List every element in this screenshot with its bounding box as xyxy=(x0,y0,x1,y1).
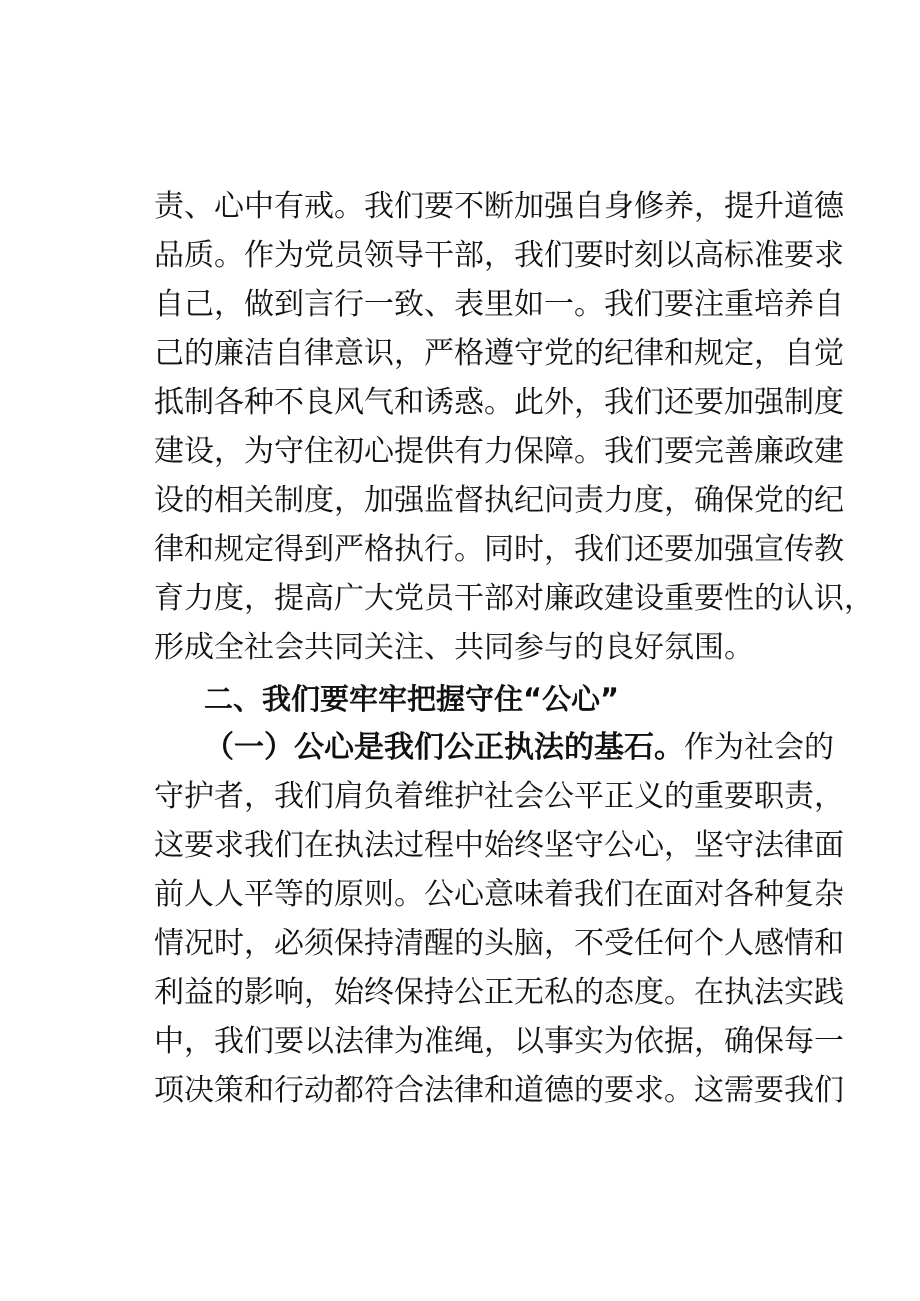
paragraph-line: 形成全社会共同关注、共同参与的良好氛围。 xyxy=(154,630,754,665)
paragraph-line: 项决策和行动都符合法律和道德的要求。这需要我们 xyxy=(154,1073,844,1108)
section-heading: 二、我们要牢牢把握守住“公心” xyxy=(204,682,620,716)
paragraph-line: 品质。作为党员领导干部，我们要时刻以高标准要求 xyxy=(154,238,844,273)
subsection-title: （一）公心是我们公正执法的基石。 xyxy=(204,730,684,765)
subsection-first-line xyxy=(204,728,834,768)
paragraph-line: 律和规定得到严格执行。同时，我们还要加强宣传教 xyxy=(154,532,844,567)
paragraph-line: 己的廉洁自律意识，严格遵守党的纪律和规定，自觉 xyxy=(154,336,844,371)
paragraph-line: 这要求我们在执法过程中始终坚守公心，坚守法律面 xyxy=(154,828,844,863)
paragraph-line: 利益的影响，始终保持公正无私的态度。在执法实践 xyxy=(154,975,844,1010)
subsection-first-line-text: 作为社会的 xyxy=(684,730,834,765)
paragraph-line: 责、心中有戒。我们要不断加强自身修养，提升道德 xyxy=(154,189,844,224)
paragraph-line: 抵制各种不良风气和诱惑。此外，我们还要加强制度 xyxy=(154,385,844,420)
paragraph-line: 育力度，提高广大党员干部对廉政建设重要性的认识， xyxy=(154,581,874,616)
paragraph-line: 自己，做到言行一致、表里如一。我们要注重培养自 xyxy=(154,287,844,322)
paragraph-line: 守护者，我们肩负着维护社会公平正义的重要职责， xyxy=(154,779,844,814)
paragraph-line: 建设，为守住初心提供有力保障。我们要完善廉政建 xyxy=(154,434,844,469)
paragraph-line: 前人人平等的原则。公心意味着我们在面对各种复杂 xyxy=(154,877,844,912)
paragraph-line: 情况时，必须保持清醒的头脑，不受任何个人感情和 xyxy=(154,926,844,961)
paragraph-line: 中，我们要以法律为准绳，以事实为依据，确保每一 xyxy=(154,1024,844,1059)
paragraph-line: 设的相关制度，加强监督执纪问责力度，确保党的纪 xyxy=(154,483,844,518)
